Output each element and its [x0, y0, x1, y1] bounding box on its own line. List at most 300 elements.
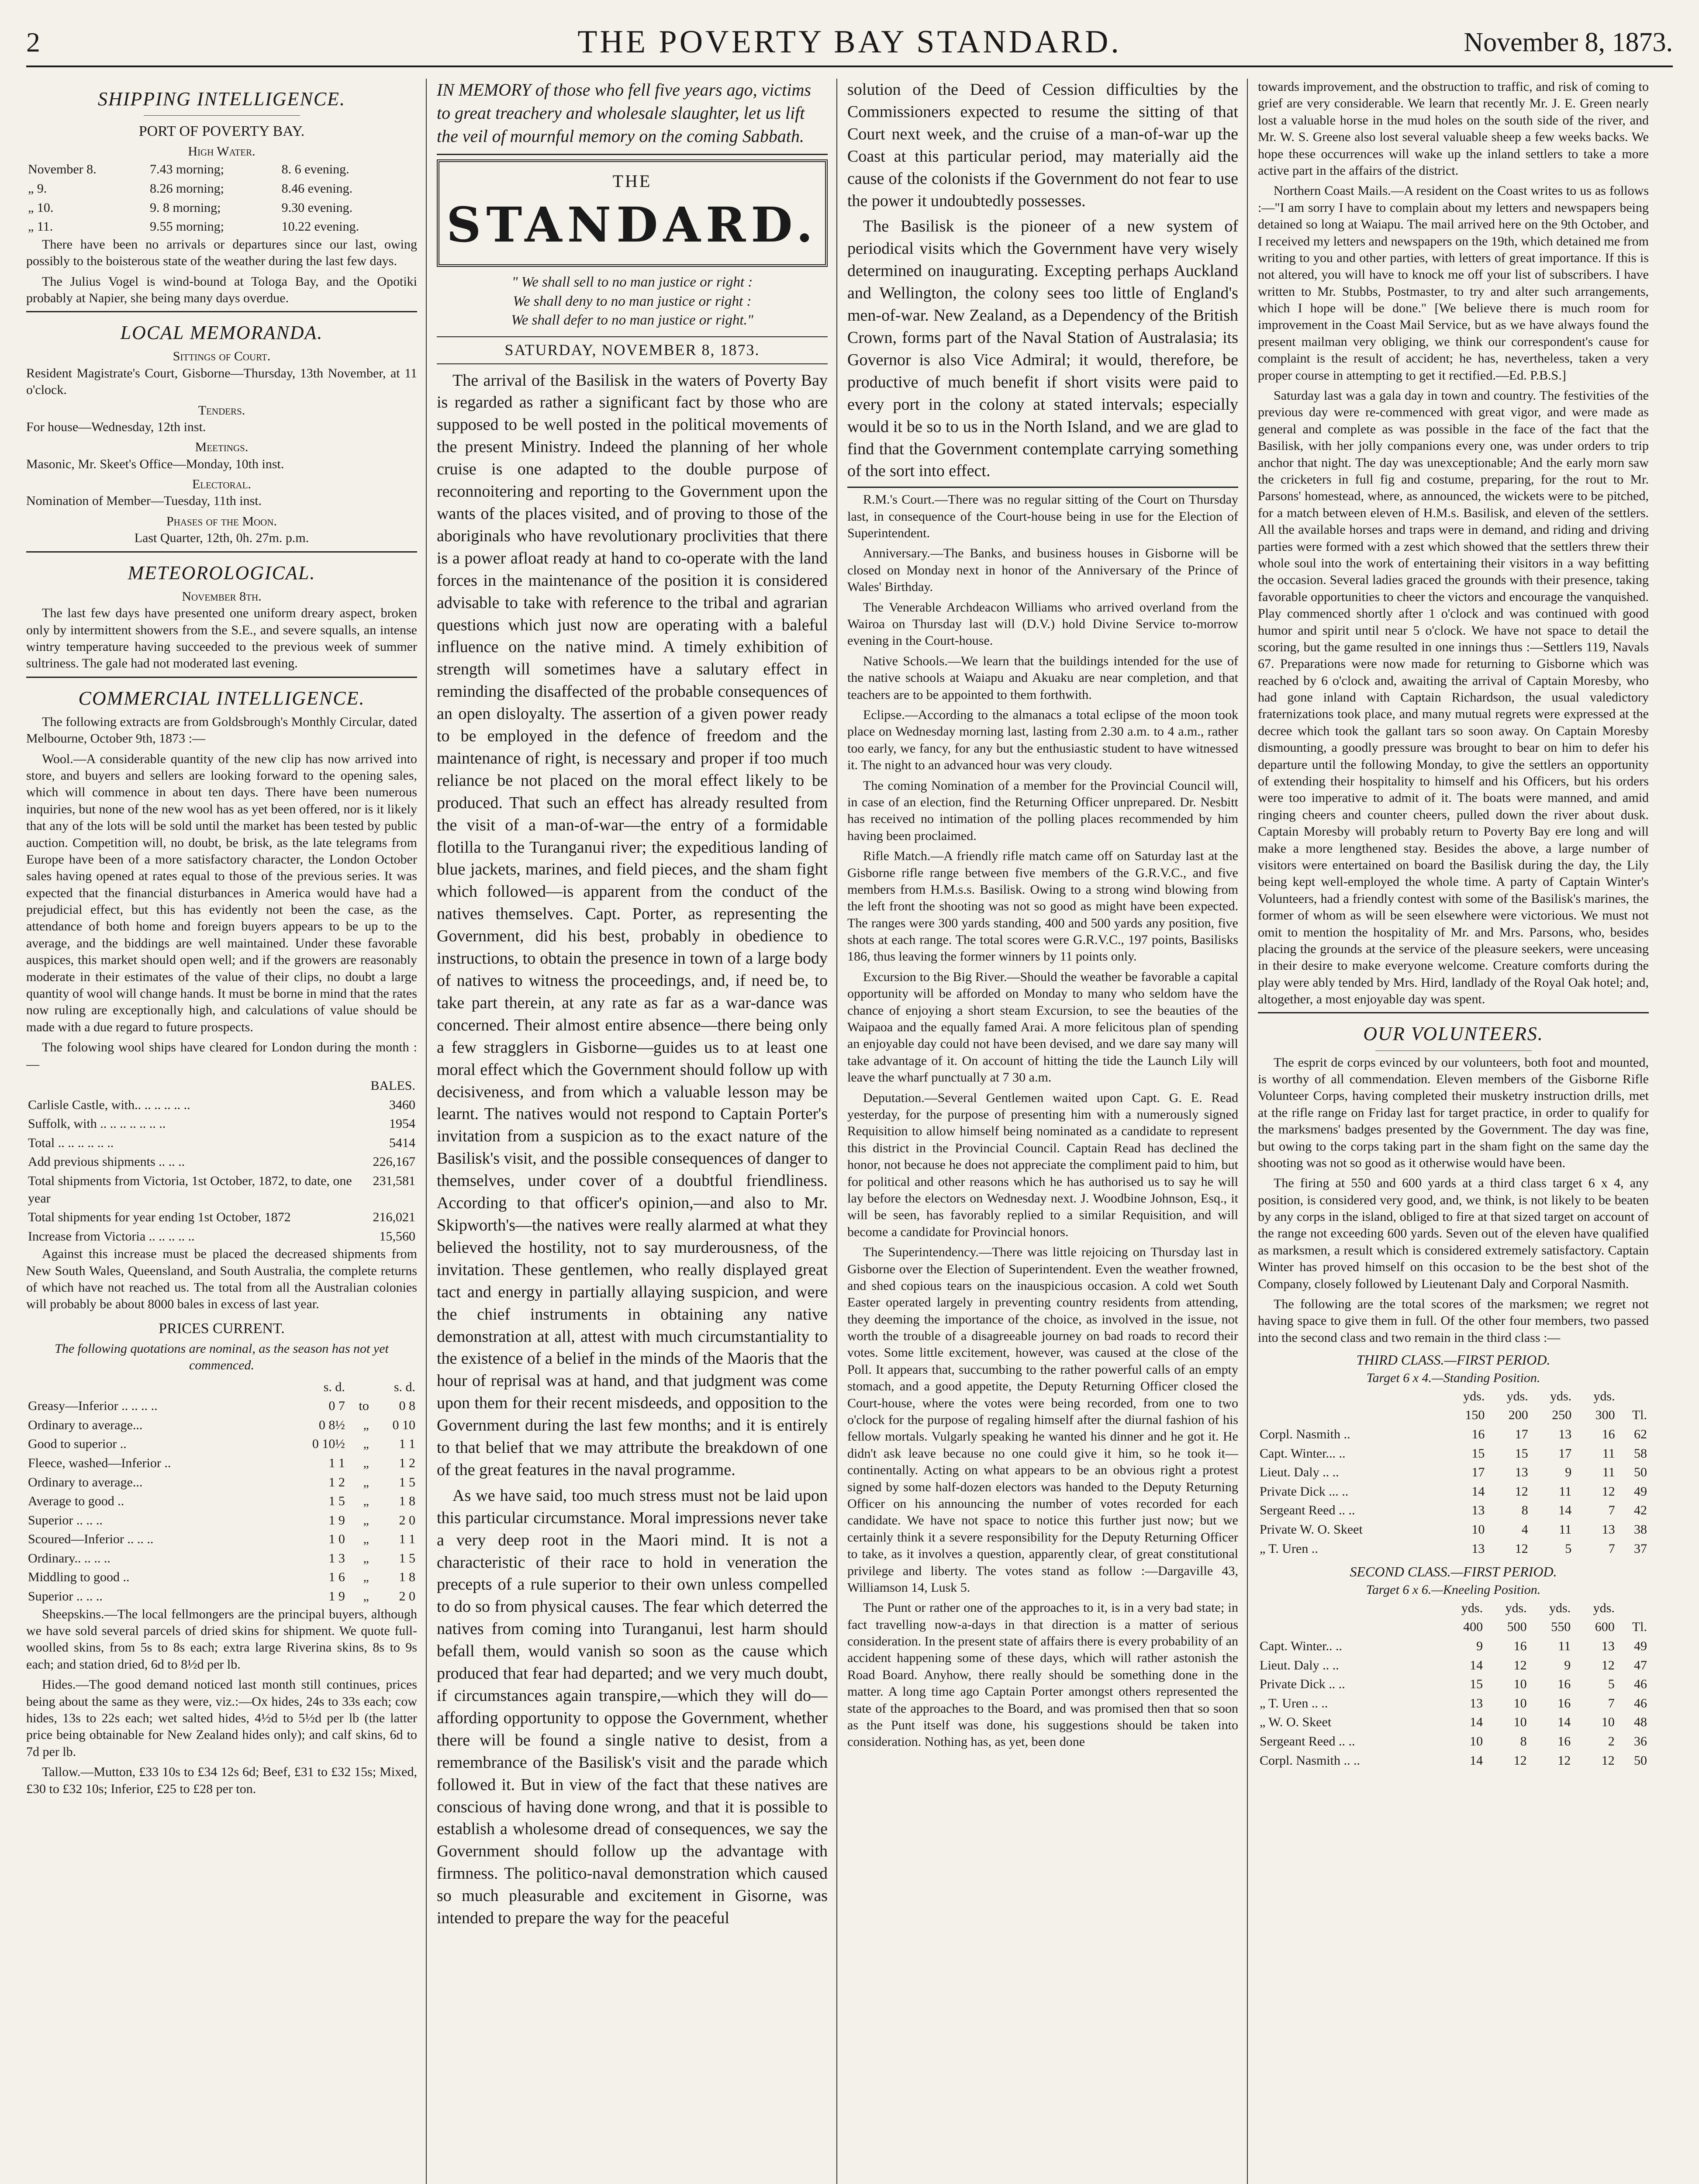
sheepskins-paragraph: Sheepskins.—The local fellmongers are the principal buyers, although we have sold several parcels of dried skins for shipment. We quote full-woolled skins, from 5s to 8s each; extra large Riverina skins, 8s to 9s each; and station dried, 6d to 8½d per lb.	[26, 1607, 417, 1672]
news-item-anniversary: Anniversary.—The Banks, and business houses in Gisborne will be closed on Monday next in honor of the Anniversary of the Prince of Wales' Birthday.	[847, 546, 1238, 594]
table-cell: Private W. O. Skeet	[1260, 1522, 1363, 1537]
table-cell: „ T. Uren ..	[1260, 1541, 1318, 1556]
table-cell: Sergeant Reed .. ..	[1260, 1503, 1355, 1518]
table-cell: 5	[1608, 1677, 1615, 1692]
table-cell: 47	[1634, 1658, 1647, 1673]
table-cell: „	[363, 1455, 369, 1470]
table-cell: yds.	[1593, 1389, 1615, 1403]
column-3	[847, 79, 1238, 2184]
table-cell: „	[363, 1570, 369, 1585]
table-cell: Capt. Winter.. ..	[1260, 1638, 1343, 1653]
tide-morning: 8.26 morning;	[150, 181, 224, 196]
table-cell: to	[359, 1399, 369, 1413]
table-cell: 7	[1608, 1696, 1615, 1711]
table-cell: Private Dick ... ..	[1260, 1484, 1349, 1499]
table-cell: „ W. O. Skeet	[1260, 1715, 1332, 1730]
table-cell: 9	[1564, 1658, 1571, 1673]
ship-name: Carlisle Castle, with.. .. .. .. .. ..	[28, 1097, 190, 1112]
price-row	[26, 1549, 417, 1568]
table-cell	[1258, 1599, 1441, 1618]
table-cell: 8	[1520, 1734, 1527, 1749]
column-rule	[1247, 79, 1248, 2184]
tide-evening: 8. 6 evening.	[281, 162, 349, 177]
news-item-native-schools: Native Schools.—We learn that the buildings intended for the use of the native schools at Waiapu and Akuaku are near completion, and that teachers are to be appointed to them forthwith.	[847, 653, 1238, 702]
table-cell: 17	[1515, 1427, 1528, 1442]
table-cell: 1 2	[399, 1455, 415, 1470]
tide-evening: 8.46 evening.	[281, 181, 353, 196]
ship-bales: 1954	[389, 1116, 415, 1131]
table-cell: 12	[1601, 1753, 1615, 1768]
table-cell: Corpl. Nasmith ..	[1260, 1427, 1350, 1442]
tallow-paragraph: Tallow.—Mutton, £33 10s to £34 12s 6d; Beef, £31 to £32 15s; Mixed, £30 to £32 10s; Inferior, £25 to £28 per ton.	[26, 1765, 417, 1796]
wool-paragraph: Wool.—A considerable quantity of the new clip has now arrived into store, and buyers and sellers are looking forward to the opening sales, which will commence in about ten days. There have been numerous inquiries, but none of the new wool has as yet been offered, nor is it likely that any of the lots will be sold until the market has been tested by public auction. Competition will, no doubt, be brisk, as the late telegrams from Europe have been of a more satisfactory character, the London October sales having opened at rates equal to those of the previous series. It was expected that the financial disturbances in America would have had a prejudicial effect, but this has evidently not been the case, as the attendance of both home and foreign buyers appears to be up to the average, and the biddings are well maintained. Under these favorable auspices, this market should open well; and if the growers are reasonably moderate in their estimates of the value of their clips, no doubt a large quantity of wool will change hands. It must be borne in mind that the rates now ruling are exceptionally high, and calculations of value should be made with a due regard to future prospects.	[26, 751, 417, 1034]
table-cell: 9	[1565, 1465, 1572, 1480]
tide-row	[26, 217, 417, 236]
tide-row	[26, 179, 417, 198]
tenders-text: For house—Wednesday, 12th inst.	[26, 419, 206, 434]
table-cell: 0 7	[328, 1399, 345, 1413]
table-cell: Capt. Winter... ..	[1260, 1446, 1346, 1461]
table-cell: 1 5	[399, 1475, 415, 1489]
table-cell: 1 1	[399, 1532, 415, 1547]
hides-paragraph: Hides.—The good demand noticed last month still continues, prices being about the same as they were, viz.:—Ox hides, 24s to 33s each; cow hides, 13s to 22s each; wet salted hides, 4½d to 5½d per lb (the latter price being obtainable for New Zealand hides only); and calf skins, 6d to 7d per lb.	[26, 1677, 417, 1759]
bales-header: BALES.	[370, 1078, 415, 1093]
tide-date: „ 11.	[28, 219, 53, 234]
table-cell: 13	[1471, 1541, 1485, 1556]
volunteers-paragraph: The firing at 550 and 600 yards at a third class target 6 x 4, any position, is considered very good, and, we think, is not likely to be beaten by any corps in the island, obliged to fire at that sized target on account of the range not exceeding 600 yards. Seven out of the eleven have qualified as marksmen, a result which is considered extremely satisfactory. Captain Winter has proved himself on this occasion to be the best shot of the Company, closely followed by Lieutenant Daly and Corporal Nasmith.	[1258, 1176, 1649, 1291]
news-item-nomination: The coming Nomination of a member for the Provincial Council will, in case of an election, find the Returning Officer unprepared. Dr. Nesbitt has received no intimation of the polling places recommended by him having been proclaimed.	[847, 778, 1238, 843]
commercial-heading: COMMERCIAL INTELLIGENCE.	[78, 687, 365, 709]
meteorological-heading: METEOROLOGICAL.	[128, 562, 316, 584]
wool-ship-row	[26, 1114, 417, 1133]
total-shipments-value: 216,021	[373, 1210, 415, 1225]
news-item-rifle-match: Rifle Match.—A friendly rifle match came off on Saturday last at the Gisborne rifle range between five members of the G.R.V.C., and five members from H.M.s.s. Basilisk. Owing to a strong wind blowing from the left front the shooting was not so good as might have been expected. The ranges were 300 yards standing, 400 and 500 yards any position, five shots at each range. The total scores were G.R.V.C., 197 points, Basilisks 186, thus leaving the former winners by 11 points only.	[847, 849, 1238, 964]
table-cell: 46	[1634, 1696, 1647, 1711]
table-cell: s. d.	[323, 1379, 345, 1394]
table-cell: yds.	[1506, 1389, 1528, 1403]
table-cell: 5	[1565, 1541, 1572, 1556]
table-cell: 14	[1470, 1658, 1483, 1673]
table-cell	[1258, 1406, 1443, 1425]
against-paragraph: Against this increase must be placed the decreased shipments from New South Wales, Queensland, and South Australia, the complete returns of which have not reached us. The total from all the Australian colonies will probably be about 8000 bales in excess of last year.	[26, 1247, 417, 1312]
table-cell: 12	[1601, 1658, 1615, 1673]
table-cell: 12	[1513, 1658, 1527, 1673]
table-cell: 11	[1559, 1484, 1572, 1499]
divider	[26, 311, 417, 312]
table-cell: yds.	[1463, 1389, 1485, 1403]
score-row	[1258, 1713, 1649, 1732]
table-cell: 13	[1471, 1503, 1485, 1518]
table-cell: 10	[1513, 1677, 1527, 1692]
motto	[437, 273, 828, 330]
divider	[144, 115, 300, 116]
shipping-paragraph: The Julius Vogel is wind-bound at Tologa Bay, and the Opotiki probably at Napier, she being many days overdue.	[26, 274, 417, 305]
table-cell: 550	[1551, 1620, 1571, 1635]
memoriam-notice: IN MEMORY of those who fell five years ago, victims to great treachery and wholesale slaughter, let us lift the veil of mournful memory on the coming Sabbath.	[437, 79, 828, 155]
table-cell: 600	[1595, 1620, 1615, 1635]
table-cell: Corpl. Nasmith .. ..	[1260, 1753, 1360, 1768]
table-cell: Ordinary to average...	[28, 1475, 143, 1489]
score-row	[1258, 1732, 1649, 1751]
wool-ship-row	[26, 1095, 417, 1115]
score-row	[1258, 1444, 1649, 1463]
table-cell: 62	[1634, 1427, 1647, 1442]
table-cell: Fleece, washed—Inferior ..	[28, 1455, 171, 1470]
table-cell: 38	[1634, 1522, 1647, 1537]
tide-table	[26, 160, 417, 236]
divider	[26, 551, 417, 553]
table-cell: 1 2	[328, 1475, 345, 1489]
meetings-text: Masonic, Mr. Skeet's Office—Monday, 10th inst.	[26, 456, 284, 471]
table-cell: Sergeant Reed .. ..	[1260, 1734, 1355, 1749]
table-cell: 13	[1470, 1696, 1483, 1711]
table-cell	[347, 1378, 371, 1397]
table-cell: 200	[1508, 1408, 1528, 1423]
editorial-dateline: SATURDAY, NOVEMBER 8, 1873.	[437, 336, 828, 364]
table-cell: 14	[1558, 1503, 1572, 1518]
price-row	[26, 1492, 417, 1511]
meetings-label: Meetings.	[195, 440, 249, 455]
wool-ships-intro: The folowing wool ships have cleared for London during the month :—	[26, 1040, 417, 1071]
third-class-score-table	[1258, 1387, 1649, 1558]
table-cell: 16	[1471, 1427, 1485, 1442]
table-cell: 17	[1471, 1465, 1485, 1480]
table-cell: „	[363, 1513, 369, 1527]
score-row	[1258, 1520, 1649, 1539]
moon-text: Last Quarter, 12th, 0h. 27m. p.m.	[134, 531, 309, 546]
volunteers-paragraph: The following are the total scores of the marksmen; we regret not having space to give them in full. Of the other four members, two passed into the second class and two remain in the third class :—	[1258, 1297, 1649, 1345]
table-cell: Ordinary.. .. .. ..	[28, 1551, 111, 1565]
table-cell: 500	[1507, 1620, 1527, 1635]
second-class-heading: SECOND CLASS.—FIRST PERIOD.	[1350, 1564, 1557, 1580]
shipping-heading: SHIPPING INTELLIGENCE.	[97, 88, 346, 110]
table-cell: yds.	[1593, 1600, 1615, 1615]
table-cell: 58	[1634, 1446, 1647, 1461]
table-cell: 50	[1634, 1465, 1647, 1480]
table-cell: 49	[1634, 1638, 1647, 1653]
news-item-superintendency: The Superintendency.—There was little rejoicing on Thursday last in Gisborne over the Election of Superintendent. Even the weather frowned, and shed copious tears on the inauspicious occasion. A cold wet South Easter operated largely in preventing country residents from attending, they deeming the importance of the choice, as involved in the issue, not worth the trouble of a disagreeable journey on bad roads to record their votes. Some little excitement, however, was caused at the close of the Poll. It appears that, succumbing to the rather powerful calls of an empty stomach, and a good appetite, the Deputy Returning Officer closed the Court-house, where the votes were being recorded, from one to two o'clock for the purpose of regaling himself after the diurnal fashion of his fellow mortals. Vulgarly speaking he wanted his dinner and he got it. He didn't ask leave because no one could give it him, so he took it—continentally. Acting on what appears to be an obvious right a protest signed by some half-dozen electors was handed to the Deputy Returning Officer on his announcing the number of votes recorded for each candidate. We have not space to notice this further just now; but we certainly think it a severe responsibility for the Deputy Returning Officer to take, as it involves a question, apparently clear, of great constitutional privilege and liberty. The votes stand as follow :—Dargaville 43, Williamson 14, Lusk 5.	[847, 1245, 1238, 1595]
table-cell: 13	[1515, 1465, 1528, 1480]
news-item-excursion: Excursion to the Big River.—Should the weather be favorable a capital opportunity will be afforded on Monday to many who seldom have the chance of enjoying a short steam Excursion, to see the beauties of the Waipaoa and the equally famed Arai. A more felicitous plan of spending an enjoyable day could not have been devised, and we dare say many will take advantage of it. On account of hitting the tide the Launch Lily will leave the wharf punctually at 7 30 a.m.	[847, 969, 1238, 1085]
table-cell: Superior .. .. ..	[28, 1513, 103, 1527]
table-cell: 150	[1465, 1408, 1485, 1423]
news-item-rm-court: R.M.'s Court.—There was no regular sitting of the Court on Thursday last, in consequence of the Court-house being in use for the Election of Superintendent.	[847, 492, 1238, 541]
high-water-label: High Water.	[188, 144, 256, 159]
table-cell: 15	[1515, 1446, 1528, 1461]
table-cell: 7	[1608, 1541, 1615, 1556]
score-row	[1258, 1425, 1649, 1444]
total-shipments-label: Total shipments for year ending 1st October, 1872	[28, 1210, 291, 1225]
table-cell: 1 1	[328, 1455, 345, 1470]
table-cell: 16	[1557, 1696, 1571, 1711]
table-cell: 10	[1471, 1522, 1485, 1537]
table-cell: 8	[1521, 1503, 1528, 1518]
table-cell: Tl.	[1632, 1408, 1647, 1423]
table-cell: 15	[1470, 1677, 1483, 1692]
table-cell	[1258, 1617, 1441, 1637]
table-cell: 1 5	[328, 1494, 345, 1509]
price-row	[26, 1396, 417, 1416]
table-cell: 49	[1634, 1484, 1647, 1499]
table-cell: Average to good ..	[28, 1494, 124, 1509]
table-cell: Greasy—Inferior .. .. .. ..	[28, 1399, 158, 1413]
tide-morning: 9. 8 morning;	[150, 200, 221, 215]
third-class-subheading: Target 6 x 4.—Standing Position.	[1366, 1371, 1540, 1386]
prices-note: The following quotations are nominal, as the season has not yet commenced.	[55, 1341, 389, 1373]
port-heading: PORT OF POVERTY BAY.	[138, 123, 305, 140]
tenders-label: Tenders.	[198, 403, 245, 418]
price-row	[26, 1416, 417, 1435]
volunteers-paragraph: The esprit de corps evinced by our volunteers, both foot and mounted, is worthy of all commendation. Eleven members of the Gisborne Rifle Volunteer Corps, having completed their musketry instruction drills, met at the rifle range on Friday last for target practice, in order to qualify for the marksmens' badges presented by the Government. The day was fine, but owing to the corps taking part in the sham fight on the same day the shooting was not so good as it otherwise would have been.	[1258, 1055, 1649, 1170]
price-row	[26, 1587, 417, 1606]
commercial-intro: The following extracts are from Goldsbrough's Monthly Circular, dated Melbourne, October 9th, 1873 :—	[26, 714, 417, 746]
third-class-heading: THIRD CLASS.—FIRST PERIOD.	[1356, 1352, 1551, 1368]
table-cell: 46	[1634, 1677, 1647, 1692]
table-cell: 12	[1602, 1484, 1615, 1499]
table-cell: 1 1	[399, 1437, 415, 1451]
table-cell: 1 0	[328, 1532, 345, 1547]
table-cell: „	[363, 1437, 369, 1451]
table-cell: 0 8½	[318, 1417, 345, 1432]
divider	[847, 487, 1238, 488]
table-cell: 1 3	[328, 1551, 345, 1565]
newspaper-title: THE POVERTY BAY STANDARD.	[577, 24, 1122, 60]
column-1	[26, 79, 417, 2184]
score-row	[1258, 1539, 1649, 1559]
issue-date: November 8, 1873.	[1464, 28, 1673, 57]
nameplate-the: THE	[612, 171, 652, 191]
table-cell: 2 0	[399, 1589, 415, 1604]
met-text: The last few days have presented one uniform dreary aspect, broken only by intermittent showers from the S.E., and severe squalls, an intense wintry temperature having succeeded to the previous week of summer sultriness. The gale had not moderated last evening.	[26, 606, 417, 671]
table-cell: „	[363, 1417, 369, 1432]
table-cell	[1258, 1387, 1443, 1406]
editorial-continuation: The Basilisk is the pioneer of a new system of periodical visits which the Government have very wisely determined on inaugurating. Excepting perhaps Auckland and Wellington, the colony sees too little of England's men-of-war. New Zealand, as a Dependency of the British Crown, forms part of the Naval Station of Australasia; its Governor is also Vice Admiral; it would, therefore, be productive of much benefit if short visits were paid to every port in the colony at stated intervals; especially would it be so to us in the North Island, and we are glad to find that the Government contemplate carrying something of the sort into effect.	[847, 217, 1238, 480]
table-cell: Tl.	[1632, 1620, 1647, 1635]
table-cell: „	[363, 1494, 369, 1509]
score-row	[1258, 1637, 1649, 1656]
wool-ships-table	[26, 1076, 417, 1246]
editorial-paragraph: As we have said, too much stress must not be laid upon this particular circumstance. Moral impressions never take a very deep root in the Maori mind. It is not a characteristic of their race to hold in veneration the precepts of a rule superior to their own unless compelled to do so from physical causes. The fear which deterred the natives from coming into Turanganui, lest harm should befall them, would vanish so soon as the cause which produced that fear had departed; and we very much doubt, if circumstances again transpire,—which they will do—affording opportunity to oppose the Government, whether there will be found a single native to desist, from a remembrance of the Basilisk's visit and the parade which followed it. But in view of the fact that these natives are conscious of having done wrong, and that it is possible to establish a wholesome dread of consequences, we say the Government should follow up the advantage with firmness. The politico-naval demonstration which caused so much pleasurable and excitement in Gisorne, was intended to prepare the way for the peaceful	[437, 1486, 828, 1928]
table-cell: 1 8	[399, 1570, 415, 1585]
table-cell: 0 10½	[312, 1437, 345, 1451]
table-cell: 11	[1602, 1465, 1615, 1480]
table-cell: 12	[1515, 1541, 1528, 1556]
table-cell: 14	[1470, 1715, 1483, 1730]
table-cell: Private Dick .. ..	[1260, 1677, 1345, 1692]
table-cell: 13	[1602, 1522, 1615, 1537]
table-cell: 1 8	[399, 1494, 415, 1509]
table-cell: 15	[1471, 1446, 1485, 1461]
moon-label: Phases of the Moon.	[166, 514, 277, 529]
news-item-deputation: Deputation.—Several Gentlemen waited upon Capt. G. E. Read yesterday, for the purpose of presenting him with a numerously signed Requisition to allow himself being nominated as a candidate to represent this district in the Provincial Council. Captain Read has declined the honor, not because he does not appreciate the compliment paid to him, but for political and other reasons which he has authorised us to say he will lay before the electors on Wednesday next. J. Woodbine Johnson, Esq., it will be seen, has favorably replied to a similar Requisition, and will become a candidate for Provincial honors.	[847, 1090, 1238, 1239]
price-row	[26, 1454, 417, 1473]
divider	[1258, 1012, 1649, 1013]
sittings-label: Sittings of Court.	[173, 349, 271, 364]
table-cell: 12	[1513, 1753, 1527, 1768]
table-cell: 10	[1513, 1715, 1527, 1730]
electoral-label: Electoral.	[192, 477, 252, 492]
table-cell: 12	[1515, 1484, 1528, 1499]
table-cell: „ T. Uren .. ..	[1260, 1696, 1328, 1711]
table-cell: 36	[1634, 1734, 1647, 1749]
total-value: 5414	[389, 1135, 415, 1150]
news-item-punt: The Punt or rather one of the approaches to it, is in a very bad state; in fact travelling now-a-days in that direction is a matter of serious consideration. In the present state of affairs there is every probability of an accident happening some of these days, which will rather astonish the Road Board. Anyhow, there really should be something done in the matter. A long time ago Captain Porter amongst others represented the state of the approaches to the Board, and was promised then that so soon as the Punt itself was done, his suggestions should be taken into consideration. Nothing has, as yet, been done	[847, 1600, 1238, 1749]
tide-evening: 9.30 evening.	[281, 200, 353, 215]
score-header-row	[1258, 1387, 1649, 1406]
table-cell: 14	[1470, 1753, 1483, 1768]
motto-line: We shall deny to no man justice or right :	[513, 293, 752, 309]
motto-line: " We shall sell to no man justice or right :	[511, 274, 753, 290]
shipping-paragraph: There have been no arrivals or departures since our last, owing possibly to the boisterous state of the weather during the last few days.	[26, 237, 417, 269]
score-row	[1258, 1501, 1649, 1520]
column-4	[1258, 79, 1649, 2184]
table-cell: „	[363, 1551, 369, 1565]
page-number: 2	[26, 27, 40, 58]
nameplate-standard: STANDARD.	[446, 197, 818, 253]
table-cell: 300	[1595, 1408, 1615, 1423]
price-row	[26, 1530, 417, 1549]
tide-row	[26, 160, 417, 179]
table-cell: 1 6	[328, 1570, 345, 1585]
table-cell: 1 5	[399, 1551, 415, 1565]
volunteers-heading: OUR VOLUNTEERS.	[1363, 1023, 1544, 1045]
news-item-eclipse: Eclipse.—According to the almanacs a total eclipse of the moon took place on Wednesday morning last, lasting from 2.30 a.m. to 4 a.m., rather too early, we fancy, for any but the enthusiastic student to have witnessed it. The night to an advanced hour was very cloudy.	[847, 708, 1238, 773]
tide-row	[26, 198, 417, 218]
ship-name: Suffolk, with .. .. .. .. .. .. ..	[28, 1116, 166, 1131]
column-2	[437, 79, 828, 2184]
table-cell: yds.	[1505, 1600, 1527, 1615]
table-cell: 9	[1476, 1638, 1483, 1653]
sittings-text: Resident Magistrate's Court, Gisborne—Thursday, 13th November, at 11 o'clock.	[26, 366, 417, 397]
score-header-row	[1258, 1599, 1649, 1618]
total-shipments-label: Total shipments from Victoria, 1st October, 1872, to date, one year	[28, 1173, 352, 1206]
total-label: Total .. .. .. .. .. ..	[28, 1135, 114, 1150]
table-cell: 16	[1513, 1638, 1527, 1653]
met-date: November 8th.	[182, 589, 262, 604]
tide-date: „ 9.	[28, 181, 47, 196]
table-cell: 17	[1558, 1446, 1572, 1461]
table-cell: s. d.	[394, 1379, 415, 1394]
table-cell: „	[363, 1532, 369, 1547]
table-cell: 16	[1602, 1427, 1615, 1442]
tide-evening: 10.22 evening.	[281, 219, 359, 234]
table-cell: Middling to good ..	[28, 1570, 130, 1585]
tide-morning: 9.55 morning;	[150, 219, 224, 234]
masthead	[26, 17, 1673, 67]
tide-date: „ 10.	[28, 200, 54, 215]
table-cell: „	[363, 1589, 369, 1604]
table-cell: 2 0	[399, 1513, 415, 1527]
news-item-northern-mails: Northern Coast Mails.—A resident on the Coast writes to us as follows :—"I am sorry I have to complain about my letters and newspapers being detained so long at Waiapu. The mail arrived here on the 9th October, and I received my letters and newspapers on the 19th, which detained me from writing to you and other parties, with letters of great importance. If this is not altered, you will have to knock me off your list of subscribers. I have written to Mr. Stubbs, Postmaster, to try and alter such arrangements, which I hope will be done." [We believe there is much room for improvement in the Coast Mail Service, but as we have always found the present mailman very obliging, we think our correspondent's cause for complaint is the result of accident; he has, nevertheless, taken a very proper course in attempting to get it rectified.—Ed. P.B.S.]	[1258, 183, 1649, 383]
prices-heading: PRICES CURRENT.	[159, 1320, 285, 1337]
prices-table	[26, 1378, 417, 1606]
tide-date: November 8.	[28, 162, 97, 177]
table-cell: 14	[1557, 1715, 1571, 1730]
table-cell: „	[363, 1475, 369, 1489]
score-row	[1258, 1694, 1649, 1713]
table-cell	[26, 1378, 283, 1397]
table-cell	[1616, 1599, 1649, 1618]
table-cell: 37	[1634, 1541, 1647, 1556]
tide-morning: 7.43 morning;	[150, 162, 224, 177]
table-cell: Lieut. Daly .. ..	[1260, 1465, 1339, 1480]
table-cell: yds.	[1550, 1389, 1572, 1403]
table-cell: 10	[1470, 1734, 1483, 1749]
score-row	[1258, 1463, 1649, 1482]
table-cell: 11	[1602, 1446, 1615, 1461]
total-shipments-value: 231,581	[373, 1173, 415, 1188]
table-cell: Scoured—Inferior .. .. ..	[28, 1532, 154, 1547]
editorial-paragraph: The arrival of the Basilisk in the waters of Poverty Bay is regarded as rather a significant fact by those who are supposed to be well posted in the political movements of the present Ministry. Indeed the planning of her whole cruise is one adapted to the double purpose of reconnoitering and reporting to the Government upon the wants of the places visited, and of proving to those of the aboriginals who have revolutionary proclivities that there is a power afloat ready at hand to co-operate with the land forces in the maintenance of the position it is considered advisable to take with reference to the tribal and agrarian questions which just now are operating with a baleful influence on the native mind. A timely exhibition of strength will sometimes have a salutary effect in reminding the disaffected of the probable consequences of an open disloyalty. The assertion of a given power ready to be employed in the defence of freedom and the maintenance of right, is necessary and proper if too much reliance be not placed on the moral effect likely to be produced. That such an effect has already resulted from the visit of a man-of-war—the entry of a formidable flotilla to the Turanganui river; the expeditious landing of blue jackets, marines, and field pieces, and the sham fight which followed—is apparent from the conduct of the natives themselves. Capt. Porter, as representing the Government, did his best, probably in obedience to instructions, to obtain the presence in town of a large body of natives to witness the proceedings, and, if need be, to take part therein, at any rate as far as a war-dance was concerned. Their almost entire absence—there being only a few stragglers in Gisborne—guides us to at least one moral effect which the Government should follow up with decisiveness, and from which a valuable lesson may be learnt. The natives would not respond to Captain Porter's invitation from a suspicion as to the exact nature of the Basilisk's visit, and the possible consequences of danger to themselves, under cover of a doubtful friendliness. According to that officer's opinion,—and also to Mr. Skipworth's—the natives were really alarmed at what they believed the hostility, not to say murderousness, of the invitation. These gentlemen, who really displayed great tact and energy in partially allaying suspicion, and were the chief instruments in obtaining any native demonstration at all, attest with much circumstantiality to the existence of a belief in the minds of the Maoris that the hour of reprisal was at hand, and that judgment was come upon them for their recent misdeeds, and opposition to the Government during the last few months; and it is entirely to that belief that we may attribute the breakdown of one of the great features in the naval programme.	[437, 371, 828, 1479]
table-cell: 1 9	[328, 1589, 345, 1604]
local-memoranda-heading: LOCAL MEMORANDA.	[120, 322, 323, 344]
score-row	[1258, 1675, 1649, 1694]
table-cell: 16	[1557, 1734, 1571, 1749]
score-header-row	[1258, 1617, 1649, 1637]
table-cell: yds.	[1461, 1600, 1483, 1615]
score-header-row	[1258, 1406, 1649, 1425]
table-cell: 13	[1601, 1638, 1615, 1653]
price-row	[26, 1473, 417, 1492]
news-continuation: towards improvement, and the obstruction to traffic, and risk of coming to grief are very considerable. We learn that recently Mr. J. E. Green nearly lost a valuable horse in the mud holes on the south side of the river, and Mr. W. S. Greene also lost several valuable sheep a few weeks backs. We hope these occurrences will wake up the inland settlers to take a more active part in the affairs of the district.	[1258, 79, 1649, 178]
column-rule	[426, 79, 427, 2184]
add-previous-label: Add previous shipments .. .. ..	[28, 1154, 185, 1169]
news-item-saturday: Saturday last was a gala day in town and country. The festivities of the previous day were re-commenced with great vigor, and were made as general and complete as was possible in the face of the fact that the Basilisk, with her jolly companions every one, was under orders to trip anchor that night. The day was unexceptionable; And the early morn saw the cricketers in full fig and costume, preparing, for the rout to Mr. Parsons' homestead, where, as announced, the wickets were to be pitched, for a match between eleven of H.M.s. Basilisk, and eleven of the settlers. All the available horses and traps were in demand, and riding and driving parties were formed with a zest which showed that the settlers threw their whole soul into the work of entertaining their visitors in a way befitting the occasion. Several ladies graced the grounds with their presence, taking favorable opportunities to cheer the victors and encourage the vanquished. Play commenced shortly after 1 o'clock and was continued with good humor and spirit until near 5 o'clock. We have not space to detail the scoring, but the game resulted in one innings thus :—Settlers 119, Navals 67. Preparations were now made for returning to Gisborne which was reached by 6 o'clock and, awaiting the arrival of Captain Moresby, who had gone inland with Captain Richardson, the usual valedictory fraternizations took place, and many mutual regrets were expressed at the decree which took the gallant tars so soon away. On Captain Moresby dismounting, a goodly pressure was brought to bear on him to defer his departure until the following Monday, to give the settlers an opportunity of extending their hospitality to himself and his Officers, but his orders were too imperative to admit of it. The boats were manned, and amid ringing cheers and counter cheers, pulled down the river about dusk. Captain Moresby will probably return to Poverty Bay ere long and will make a more lengthened stay. Besides the above, a large number of visitors were entertained on board the Basilisk during the day, the Lily being kept well-employed the whole time. A party of Captain Winter's Volunteers, had a friendly contest with some of the Basilisk's marines, the former of whom as will be seen elsewhere were victorious. We must not omit to mention the hospitality of Mr. and Mrs. Parsons, who, besides placing the grounds at the service of the pleasure seekers, were unceasing in their desire to make everyone welcome. Creature comforts during the play were ably tended by Mrs. Hird, landlady of the Royal Oak hotel; and, altogether, a most enjoyable day was spent.	[1258, 388, 1649, 1007]
table-cell: 250	[1552, 1408, 1572, 1423]
score-row	[1258, 1656, 1649, 1675]
table-cell: 4	[1521, 1522, 1528, 1537]
second-class-subheading: Target 6 x 6.—Kneeling Position.	[1366, 1583, 1541, 1597]
standard-nameplate	[437, 159, 828, 267]
motto-line: We shall defer to no man justice or right."	[511, 312, 753, 328]
table-cell: Lieut. Daly .. ..	[1260, 1658, 1339, 1673]
editorial-continuation: solution of the Deed of Cession difficulties by the Commissioners expected to resume the sitting of that Court next week, and the cruise of a man-of-war up the Coast at this particular period, may materially aid the cause of the colonists if the Government do not fear to use the power it undoubtedly possesses.	[847, 80, 1238, 210]
table-cell: Ordinary to average...	[28, 1417, 143, 1432]
table-cell: 0 8	[399, 1399, 415, 1413]
table-cell: 7	[1608, 1503, 1615, 1518]
table-cell: 10	[1601, 1715, 1615, 1730]
table-cell: 16	[1557, 1677, 1571, 1692]
table-cell: 11	[1559, 1522, 1572, 1537]
table-cell: 1 9	[328, 1513, 345, 1527]
second-class-score-table	[1258, 1599, 1649, 1770]
divider	[26, 677, 417, 678]
table-cell: 14	[1471, 1484, 1485, 1499]
score-row	[1258, 1482, 1649, 1501]
ship-bales: 3460	[389, 1097, 415, 1112]
table-cell: 10	[1513, 1696, 1527, 1711]
table-cell: 0 10	[392, 1417, 415, 1432]
table-cell: 12	[1557, 1753, 1571, 1768]
table-cell: 50	[1634, 1753, 1647, 1768]
table-cell: 13	[1558, 1427, 1572, 1442]
increase-label: Increase from Victoria .. .. .. .. ..	[28, 1229, 195, 1244]
price-row	[26, 1568, 417, 1587]
price-row	[26, 1511, 417, 1530]
news-item-archdeacon: The Venerable Archdeacon Williams who arrived overland from the Wairoa on Thursday last will (D.V.) hold Divine Service to-morrow evening in the Court-house.	[847, 600, 1238, 648]
add-previous-value: 226,167	[373, 1154, 415, 1169]
table-cell: 42	[1634, 1503, 1647, 1518]
increase-value: 15,560	[379, 1229, 415, 1244]
column-rule	[836, 79, 837, 2184]
table-cell	[1617, 1387, 1649, 1406]
price-row	[26, 1434, 417, 1454]
table-cell: 11	[1558, 1638, 1571, 1653]
table-cell: yds.	[1549, 1600, 1571, 1615]
table-cell: 400	[1463, 1620, 1483, 1635]
table-cell: Good to superior ..	[28, 1437, 127, 1451]
score-row	[1258, 1751, 1649, 1770]
